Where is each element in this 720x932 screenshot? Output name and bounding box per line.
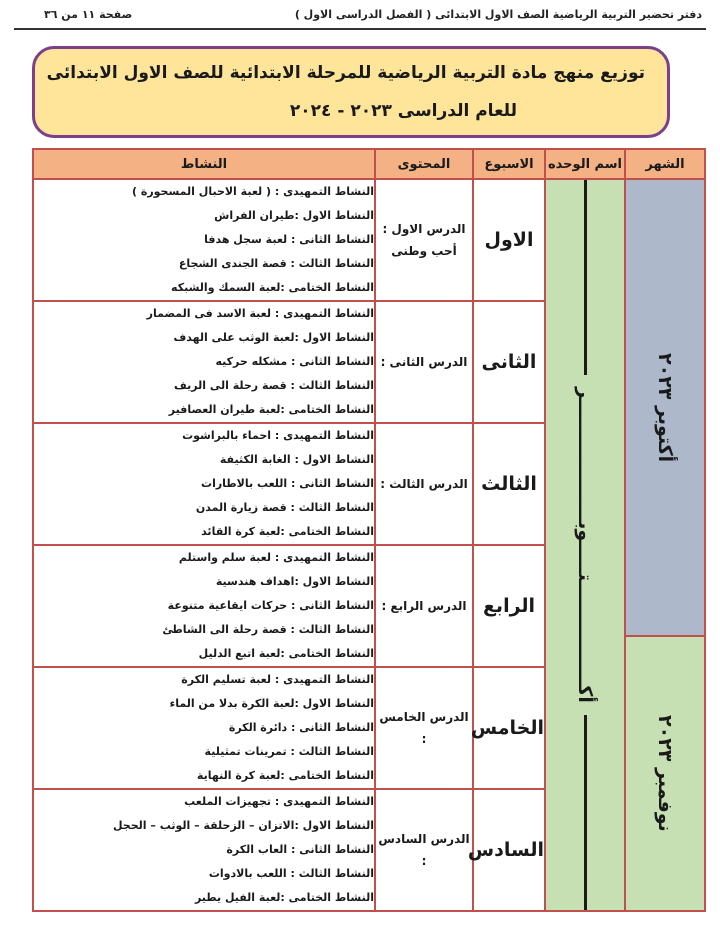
activity-item: النشاط التمهيدى : لعبة الاسد فى المضمار [146,307,374,320]
activity-item: النشاط التمهيدى : ( لعبة الاحبال المسحورة ) [131,185,374,198]
activity-item: النشاط الثالث : قصة رحلة الى الشاطئ [162,623,374,636]
activity-cell [33,545,375,667]
activity-cell [33,667,375,789]
content-cell [375,423,473,545]
activity-item: النشاط التمهيدى : تجهيزات الملعب [184,795,374,808]
content-cell [375,301,473,423]
page-header [14,4,706,30]
activity-item: النشاط الاول : الغابة الكثيفة [219,453,374,466]
activity-cell [33,789,375,911]
activity-item: النشاط الختامى :لعبة طيران العصافير [168,403,374,416]
activity-item: النشاط الاول :الاتزان – الزحلقة – الوثب – الحجل [112,819,374,832]
week-label: الخامس [473,667,545,789]
month-november: نوفمبر ٢٠٢٣ [626,637,704,910]
activity-item: النشاط الثالث : قصة رحلة الى الريف [174,379,374,392]
header-unit: اسم الوحده [545,149,625,179]
content-lesson: الدرس الثانى : [380,355,468,369]
header-month: الشهر [625,149,705,179]
header-activity: النشاط [33,149,375,179]
week-label: الثالث [473,423,545,545]
page-number: صفحة ١١ من ٣٦ [44,8,133,21]
activity-item: النشاط الثالث : اللعب بالادوات [208,867,374,880]
month-october: أكتوبر ٢٠٢٣ [626,180,704,637]
content-cell [375,179,473,301]
activity-cell [33,179,375,301]
month-cell [625,179,705,911]
activity-item: النشاط الثانى : لعبة سجل هدفا [204,233,374,246]
unit-line-top [584,180,587,375]
title-line-2: للعام الدراسى ٢٠٢٣ - ٢٠٢٤ [289,101,517,121]
content-topic: أحب وطنى [391,244,457,258]
content-lesson: الدرس الاول : [382,222,466,236]
activity-item: النشاط الثالث : تمرينات تمثيلية [204,745,374,758]
table-header-row [33,149,705,179]
activity-item: النشاط الاول :لعبة الوثب على الهدف [173,331,374,344]
title-line-1: توزيع منهج مادة التربية الرياضية للمرحلة الابتدائية للصف الاول الابتدائى [46,63,645,83]
activity-item: النشاط الثانى : العاب الكرة [226,843,374,856]
header-title: دفتر تحضير التربية الرياضية الصف الاول الابتدائى ( الفصل الدراسى الاول ) [294,8,702,21]
content-cell [375,667,473,789]
header-week: الاسبوع [473,149,545,179]
unit-line-bottom [584,715,587,910]
week-label: السادس [473,789,545,911]
activity-item: النشاط التمهيدى : احماء بالبراشوت [182,429,374,442]
activity-item: النشاط الثانى : اللعب بالاطارات [201,477,374,490]
activity-item: النشاط الختامى :لعبة كرة القائد [201,525,374,538]
header-content: المحتوى [375,149,473,179]
activity-item: النشاط الثالث : قصة الجندى الشجاع [178,257,374,270]
activity-item: النشاط الاول :اهداف هندسية [215,575,374,588]
content-cell [375,545,473,667]
curriculum-table [32,148,706,912]
content-lesson: الدرس الثالث : [380,477,468,491]
title-box [32,46,670,138]
activity-cell [33,423,375,545]
activity-item: النشاط الختامى :لعبة الفيل يطير [194,891,374,904]
unit-cell [545,179,625,911]
activity-cell [33,301,375,423]
activity-item: النشاط الختامى :لعبة اتبع الدليل [198,647,374,660]
activity-item: النشاط الثانى : مشكله حركيه [215,355,374,368]
activity-item: النشاط الثانى : حركات ايقاعية متنوعة [167,599,374,612]
week-label: الثانى [473,301,545,423]
week-label: الاول [473,179,545,301]
activity-item: النشاط التمهيدى : لعبة سلم واستلم [178,551,374,564]
activity-item: النشاط الختامى :لعبة كرة النهاية [196,769,374,782]
content-lesson: الدرس السادس : [378,832,470,868]
activity-item: النشاط التمهيدى : لعبة تسليم الكرة [181,673,374,686]
week-label: الرابع [473,545,545,667]
activity-item: النشاط الختامى :لعبة السمك والشبكه [171,281,374,294]
unit-name: أكــــــــــــــــتـــــوبـــــــــــــــــــر [574,387,596,703]
activity-item: النشاط الاول :طيران الفراش [214,209,374,222]
activity-item: النشاط الثانى : دائرة الكرة [228,721,374,734]
content-cell [375,789,473,911]
activity-item: النشاط الاول :لعبة الكرة بدلا من الماء [169,697,374,710]
table-row [33,179,705,301]
activity-item: النشاط الثالث : قصة زيارة المدن [195,501,374,514]
content-lesson: الدرس الخامس : [379,710,469,746]
content-lesson: الدرس الرابع : [381,599,467,613]
